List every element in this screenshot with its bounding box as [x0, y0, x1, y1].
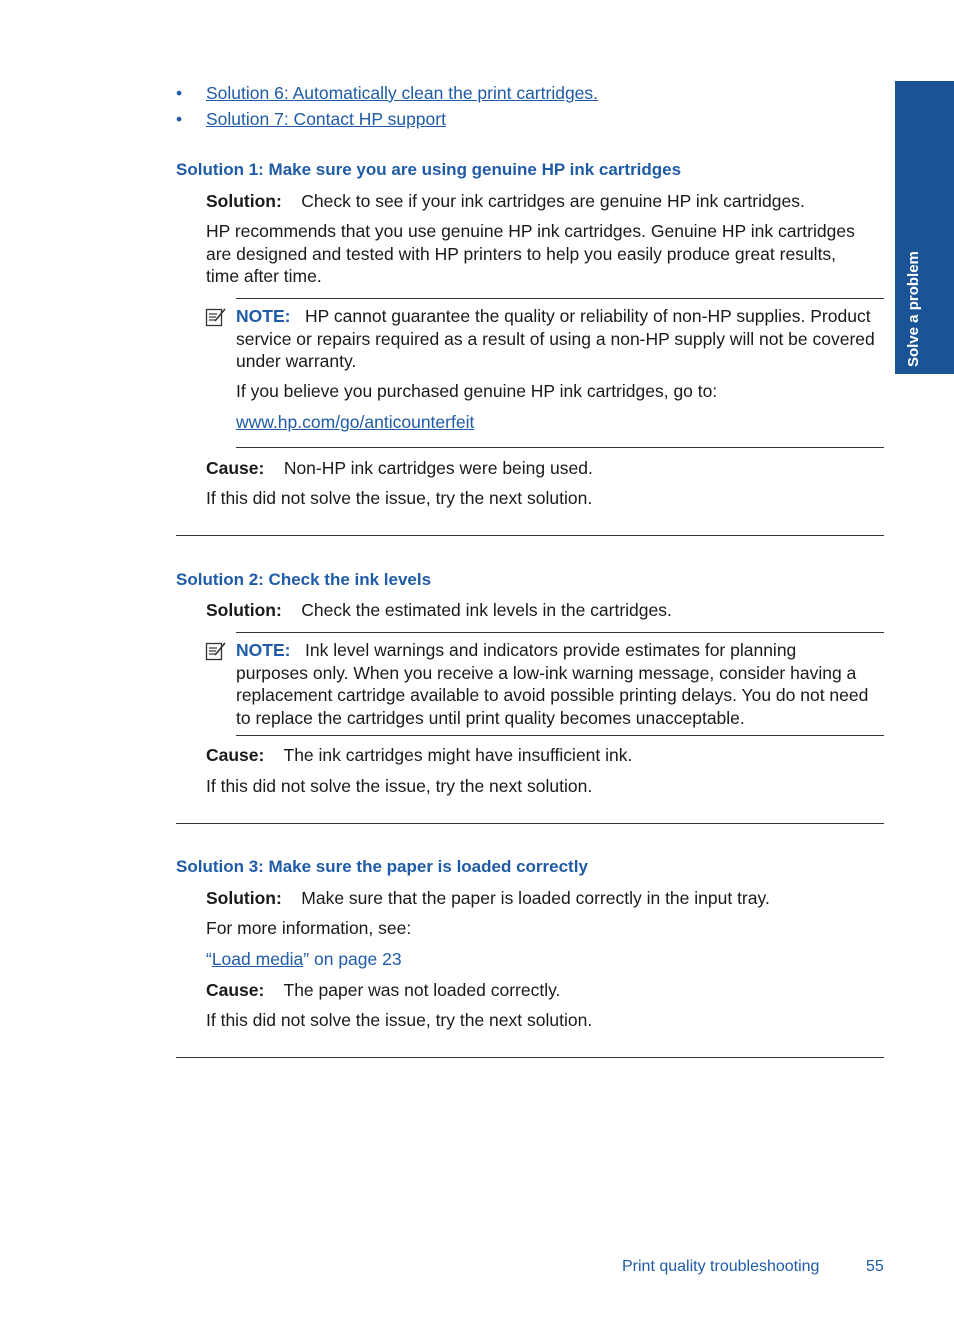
s1-cause [206, 457, 593, 480]
cause-label: Cause: [206, 980, 265, 1000]
cause-label: Cause: [206, 458, 265, 478]
cause-text: The ink cartridges might have insufficient ink. [283, 745, 633, 765]
para-line: are designed and tested with HP printers to help you easily produce great results, [206, 243, 837, 264]
section-divider [176, 535, 884, 536]
section-divider [176, 823, 884, 824]
note-rule-top [236, 632, 884, 633]
s2-cause [206, 744, 632, 767]
s1-next: If this did not solve the issue, try the next solution. [206, 488, 593, 508]
footer-section-title: Print quality troubleshooting [622, 1258, 820, 1275]
note-icon [205, 306, 227, 328]
solution-text: Make sure that the paper is loaded correctly in the input tray. [301, 888, 770, 908]
section-divider [176, 1057, 884, 1058]
note-line: under warranty. [236, 351, 357, 371]
note-label: NOTE: [236, 640, 291, 660]
solution-text: Check to see if your ink cartridges are genuine HP ink cartridges. [301, 191, 805, 211]
para-line: HP recommends that you use genuine HP ink cartridges. Genuine HP ink cartridges [206, 221, 855, 241]
s2-note [236, 639, 886, 729]
s3-next: If this did not solve the issue, try the next solution. [206, 1010, 593, 1030]
cause-text: The paper was not loaded correctly. [283, 980, 561, 1000]
s3-more-info: For more information, see: [206, 918, 412, 938]
s3-reference [206, 948, 402, 971]
solution-text: Check the estimated ink levels in the cartridges. [301, 600, 672, 620]
solution-label: Solution: [206, 191, 282, 211]
s1-solution [206, 190, 805, 213]
bullet-marker: • [176, 83, 183, 103]
s1-heading: Solution 1: Make sure you are using genuine HP ink cartridges [176, 160, 682, 179]
note-line: to replace the cartridges until print quality becomes unacceptable. [236, 707, 745, 728]
note-rule-bottom [236, 447, 884, 448]
note-icon [205, 640, 227, 662]
note-line: Ink level warnings and indicators provide estimates for planning [305, 640, 797, 660]
solution-label: Solution: [206, 888, 282, 908]
footer-page-number: 55 [866, 1258, 884, 1275]
side-tab [895, 81, 954, 374]
side-tab-label: Solve a problem [905, 251, 922, 367]
s2-next: If this did not solve the issue, try the next solution. [206, 776, 593, 796]
cause-label: Cause: [206, 745, 265, 765]
s1-note [236, 305, 886, 373]
s3-solution [206, 887, 770, 910]
ref-page: ” on page 23 [303, 949, 402, 969]
anticounterfeit-link[interactable]: www.hp.com/go/anticounterfeit [236, 412, 475, 432]
s3-cause [206, 979, 560, 1002]
s1-note-extra: If you believe you purchased genuine HP ink cartridges, go to: [236, 381, 718, 401]
s3-heading: Solution 3: Make sure the paper is loaded correctly [176, 857, 588, 876]
cause-text: Non-HP ink cartridges were being used. [283, 458, 593, 478]
para-line: time after time. [206, 266, 322, 286]
s1-paragraph [206, 220, 886, 288]
note-label: NOTE: [236, 306, 291, 326]
note-rule-top [236, 298, 884, 299]
link-solution-6[interactable]: Solution 6: Automatically clean the print cartridges. [206, 83, 599, 103]
note-line: purposes only. When you receive a low-ink warning message, consider having a [236, 662, 857, 683]
note-rule-bottom [236, 735, 884, 736]
solution-label: Solution: [206, 600, 282, 620]
s2-solution [206, 599, 672, 622]
bullet-marker: • [176, 109, 183, 129]
s2-heading: Solution 2: Check the ink levels [176, 570, 432, 589]
note-line: replacement cartridge available to avoid possible printing delays. You do not need [236, 685, 869, 705]
load-media-link[interactable]: Load media [211, 949, 304, 969]
ref-open-quote: “ [206, 949, 212, 969]
note-line: service or repairs required as a result of using a non-HP supply will not be covered [236, 328, 875, 349]
link-solution-7[interactable]: Solution 7: Contact HP support [206, 109, 446, 129]
note-line: HP cannot guarantee the quality or reliability of non-HP supplies. Product [305, 306, 871, 326]
